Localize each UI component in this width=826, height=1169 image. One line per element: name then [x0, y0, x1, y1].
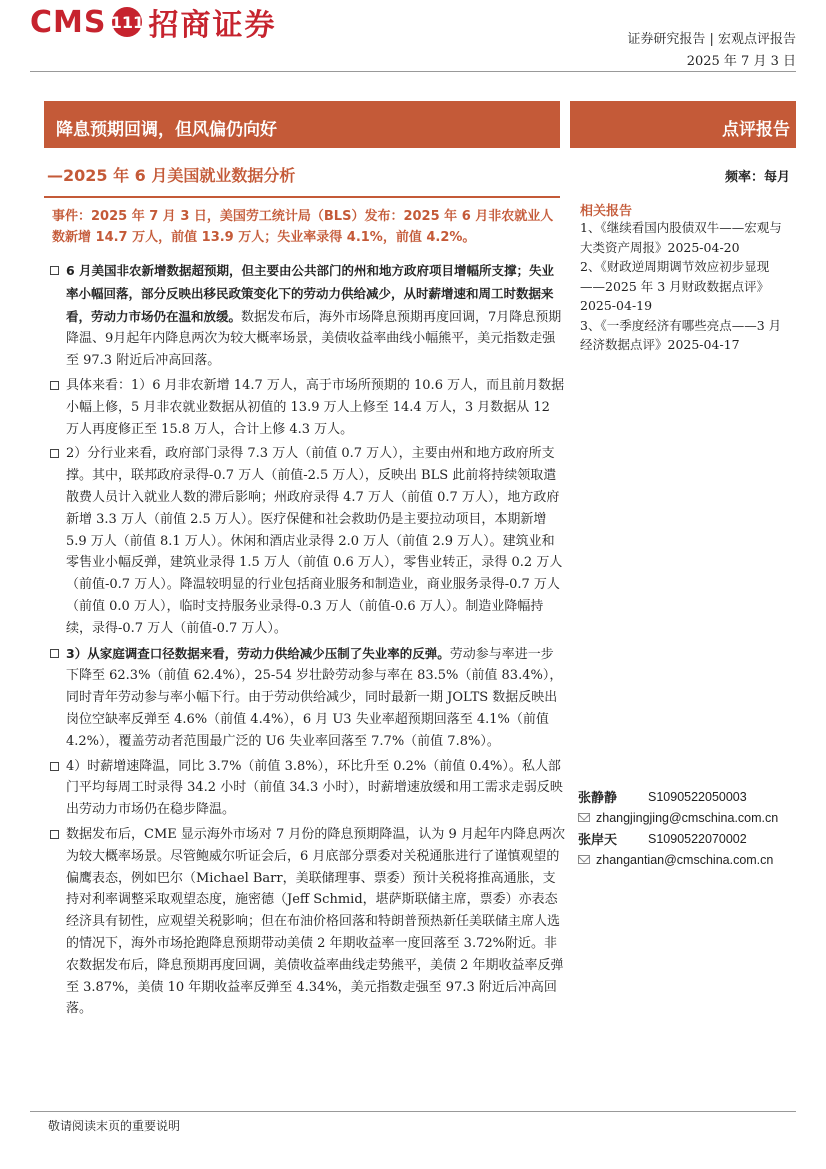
related-report-link[interactable]: 2、《财政逆周期调节效应初步显现——2025 年 3 月财政数据点评》2025-04-19 [580, 259, 770, 313]
checkbox-icon [50, 381, 59, 390]
checkbox-icon [50, 266, 59, 275]
report-subtitle: —2025 年 6 月美国就业数据分析 [47, 166, 296, 185]
bullet-item [50, 756, 565, 821]
checkbox-icon [50, 762, 59, 771]
frequency: 频率：每月 [724, 170, 790, 185]
analyst-id: S1090522050003 [648, 789, 747, 804]
bullet-text: 劳动参与率进一步下降至 62.3%（前值 62.4%），25-54 岁壮龄劳动参与率在 83.5%（前值 83.4%），同时青年劳动参与率小幅下行。由于劳动供给减少，同时最新一期 JOLTS 数据反映出岗位空缺率反弹至 4.6%（前值 4.4%），6 月 U3 失业率超预期回落至 4.1%（前值 4.2%），覆盖劳动者范围最广泛的 U6 失业率回落至 7.7%（前值 7.8%）。 [66, 646, 563, 749]
logo-seal-text: 111 [110, 12, 145, 32]
related-report-link[interactable]: 1、《继续看国内股债双牛——宏观与大类资产周报》2025-04-20 [580, 220, 782, 255]
report-type: 证券研究报告 | 宏观点评报告 [627, 32, 796, 47]
bullet-item [50, 260, 565, 372]
bullet-item [50, 443, 565, 639]
analyst-email-row [578, 849, 798, 870]
page-header [0, 0, 826, 75]
report-category: 点评报告 [570, 101, 796, 148]
related-report-link[interactable]: 3、《一季度经济有哪些亮点——3 月经济数据点评》2025-04-17 [580, 317, 782, 352]
footer-note: 敬请阅读末页的重要说明 [48, 1119, 181, 1133]
bullet-item [50, 824, 565, 1020]
mail-icon [578, 855, 590, 864]
analyst-name: 张岸天 [578, 833, 618, 848]
logo-seal-icon [110, 7, 145, 37]
analyst-email[interactable]: zhangjingjing@cmschina.com.cn [596, 810, 779, 825]
bullet-bold: 3）从家庭调查口径数据来看，劳动力供给减少压制了失业率的反弹。 [66, 645, 450, 661]
analyst-block [578, 786, 798, 870]
analyst-email[interactable]: zhangantian@cmschina.com.cn [596, 852, 774, 867]
subtitle-divider [44, 196, 560, 198]
related-reports-list [580, 218, 792, 355]
checkbox-icon [50, 649, 59, 658]
report-date: 2025 年 7 月 3 日 [686, 54, 796, 69]
bullet-text: 具体来看：1）6 月非农新增 14.7 万人，高于市场所预期的 10.6 万人，而且前月数据小幅上修，5 月非农就业数据从初值的 13.9 万人上修至 14.4 万人，3 月数据从 12 万人再度修正至 15.8 万人，合计上修 4.3 万人。 [66, 377, 565, 437]
bullet-text: 数据发布后，海外市场降息预期再度回调，7月降息预期降温、9月起年内降息两次为较大概率场景，美债收益率曲线小幅熊平，美元指数走强至 97.3 附近后冲高回落。 [66, 309, 562, 369]
event-summary: 事件：2025 年 7 月 3 日，美国劳工统计局（BLS）发布：2025 年 6 月非农就业人数新增 14.7 万人，前值 13.9 万人；失业率录得 4.1%，前值 4.2%。 [52, 209, 554, 245]
related-reports-title: 相关报告 [580, 204, 633, 219]
analyst-row [578, 786, 798, 807]
mail-icon [578, 813, 590, 822]
checkbox-icon [50, 830, 59, 839]
bullet-bold: 6 月美国非农新增数据超预期，但主要由公共部门的州和地方政府项目增幅所支撑；失业率小幅回落，部分反映出移民政策变化下的劳动力供给减少，从时薪增速和周工时数据来看，劳动力市场仍在温和放缓。 [66, 263, 555, 324]
bullet-list [50, 260, 565, 1023]
analyst-row [578, 828, 798, 849]
bullet-text: 数据发布后，CME 显示海外市场对 7 月份的降息预期降温，认为 9 月起年内降息两次为较大概率场景。尽管鲍威尔听证会后，6 月底部分票委对关税通胀进行了谨慎观望的偏鹰表态，例如巴尔（Michael Barr，美联储理事、票委）预计关税将推高通胀，支持对利率调整采取观望态度，施密德（Jeff Schmid，堪萨斯联储主席，票委）亦表态经济具有韧性，应观望关税影响；但在布油价格回落和特朗普预热新任美联储主席人选的情况下，海外市场抢跑降息预期带动美债 2 年期收益率一度回落至 3.72%附近。非农数据发布后，降息预期再度回调，美债收益率曲线走势熊平，美债 2 年期收益率反弹至 3.87%，美债 10 年期收益率反弹至 4.34%，美元指数走强至 97.3 附近后冲高回落。 [66, 826, 565, 1017]
report-title: 降息预期回调，但风偏仍向好 [44, 101, 560, 148]
bullet-item [50, 643, 565, 753]
bullet-text: 2）分行业来看，政府部门录得 7.3 万人（前值 0.7 万人），主要由州和地方政府所支撑。其中，联邦政府录得-0.7 万人（前值-2.5 万人），反映出 BLS 此前将持续领取遣散费人员计入就业人数的滞后影响；州政府录得 4.7 万人（前值 0.7 万人），地方政府新增 3.3 万人（前值 2.5 万人）。医疗保健和社会救助仍是主要拉动项目，本期新增 5.9 万人（前值 8.1 万人）。休闲和酒店业录得 2.0 万人（前值 2.9 万人）。建筑业和零售业小幅反弹，建筑业录得 1.5 万人（前值 0.6 万人），零售业转正，录得 0.2 万人（前值-0.7 万人）。降温较明显的行业包括商业服务和制造业，商业服务录得-0.7 万人（前值 0.0 万人），临时支持服务业录得-0.3 万人（前值-0.6 万人）。制造业降幅持续，录得-0.7 万人（前值-0.7 万人）。 [66, 446, 563, 636]
analyst-id: S1090522070002 [648, 831, 747, 846]
checkbox-icon [50, 449, 59, 458]
analyst-name: 张静静 [578, 791, 618, 806]
logo-latin: CMS [30, 4, 107, 40]
analyst-email-row [578, 807, 798, 828]
bullet-item [50, 375, 565, 440]
footer-divider [30, 1111, 796, 1112]
logo [30, 4, 277, 43]
header-divider [30, 71, 796, 72]
bullet-text: 4）时薪增速降温，同比 3.7%（前值 3.8%），环比升至 0.2%（前值 0.4%）。私人部门平均每周工时录得 34.2 小时（前值 34.3 小时），时薪增速放缓和用工需求走弱反映出劳动力市场仍在稳步降温。 [66, 758, 563, 818]
logo-chinese: 招商证券 [148, 8, 277, 43]
